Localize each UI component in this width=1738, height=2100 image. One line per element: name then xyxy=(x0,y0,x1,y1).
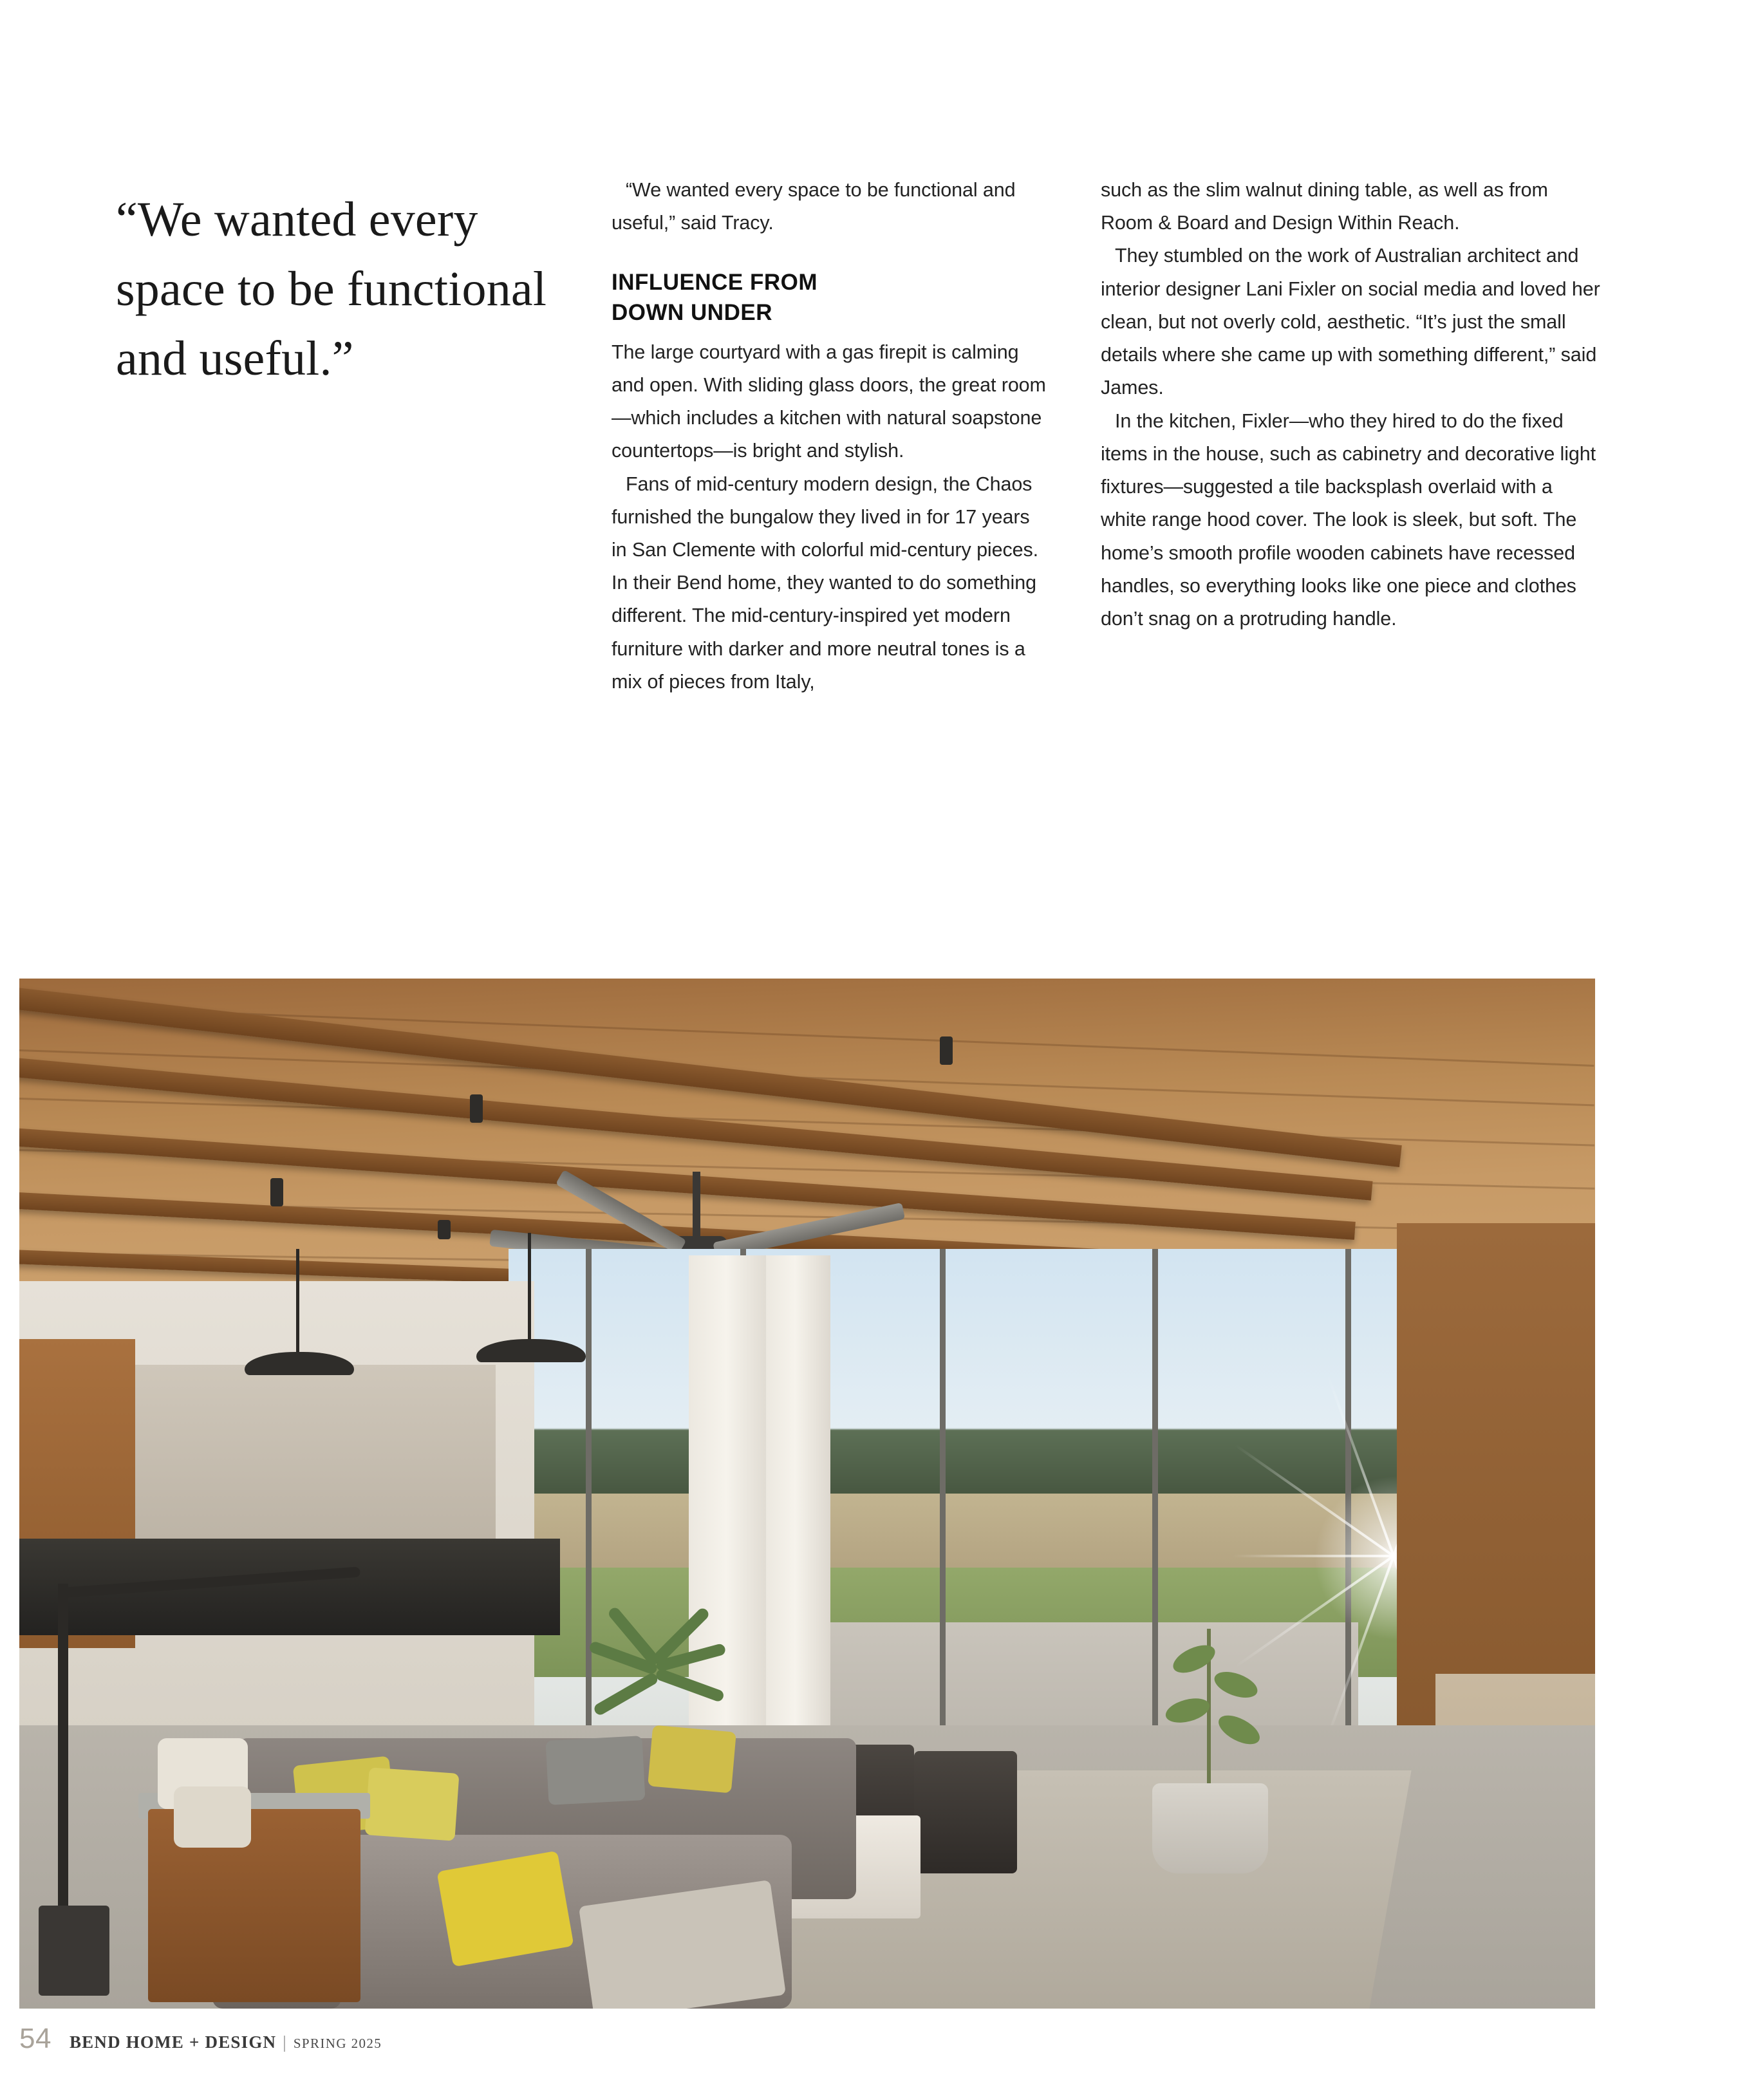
section-subhead xyxy=(612,268,1049,328)
pullquote-column xyxy=(116,174,612,394)
paragraph-courtyard: The large courtyard with a gas firepit is calming and open. With sliding glass doors, the great room—which includes a kitchen with natural soapstone countertops—is bright and stylish. xyxy=(612,341,1046,462)
pull-quote: “We wanted every space to be functional and useful.” xyxy=(116,192,547,386)
body-column-middle xyxy=(612,174,1101,698)
page-number: 54 xyxy=(19,2023,51,2054)
planter-pot xyxy=(1152,1783,1268,1873)
paragraph-kitchen: In the kitchen, Fixler—who they hired to do the fixed items in the house, such as cabinetry and decorative light fixtures—suggested a tile backsplash overlaid with a white range hood cover. The look is sleek, but soft. The home’s smooth profile wooden cabinets have recessed handles, so everything looks like one piece and clothes don’t snag on a protruding handle. xyxy=(1101,409,1596,630)
paragraph-furnishings: such as the slim walnut dining table, as well as from Room & Board and Design Within Reach. xyxy=(1101,179,1548,234)
arc-floor-lamp-stem xyxy=(58,1584,68,1931)
publication-name: BEND HOME + DESIGN xyxy=(69,2032,277,2052)
photo-scene xyxy=(19,979,1595,2009)
right-column-text xyxy=(1101,174,1603,635)
ceiling-spotlight xyxy=(940,1036,953,1065)
throw-pillow-yellow xyxy=(365,1767,460,1841)
arc-floor-lamp-base xyxy=(39,1906,109,1996)
lounge-chair xyxy=(914,1751,1017,1873)
paragraph-midcentury: Fans of mid-century modern design, the Chaos furnished the bungalow they lived in for 17 years in San Clemente with colorful mid-century pieces. In their Bend home, they wanted to do something different. The mid-century-inspired yet modern furniture with darker and more neutral tones is a mix of pieces from Italy, xyxy=(612,473,1039,693)
open-field xyxy=(509,1494,1442,1571)
body-column-right xyxy=(1101,174,1603,635)
subhead-line-1: INFLUENCE FROM xyxy=(612,270,818,295)
middle-column-text xyxy=(612,174,1049,698)
ceiling-spotlight xyxy=(270,1178,283,1206)
curtain xyxy=(766,1255,830,1790)
page-footer xyxy=(19,2023,382,2055)
subhead-line-2: DOWN UNDER xyxy=(612,300,772,326)
paragraph-intro: “We wanted every space to be functional and useful,” said Tracy. xyxy=(612,179,1016,234)
throw-pillow-gray xyxy=(545,1736,645,1805)
paragraph-fixler: They stumbled on the work of Australian architect and interior designer Lani Fixler on social media and loved her clean, but not overly cold, aesthetic. “It’s just the small details where she came up with something different,” said James. xyxy=(1101,245,1600,399)
text-columns xyxy=(116,174,1622,698)
ceiling-spotlight xyxy=(470,1094,483,1123)
kitchen-backsplash xyxy=(97,1365,496,1558)
footer-separator: | xyxy=(283,2032,287,2052)
decor-sculpture xyxy=(174,1786,251,1848)
article-content xyxy=(116,174,1622,698)
ceiling-spotlight xyxy=(438,1220,451,1239)
issue-label: SPRING 2025 xyxy=(293,2036,382,2051)
feature-photo xyxy=(19,979,1595,2009)
footer-masthead xyxy=(70,2032,382,2052)
throw-pillow-yellow xyxy=(648,1725,736,1794)
treeline xyxy=(509,1429,1442,1500)
